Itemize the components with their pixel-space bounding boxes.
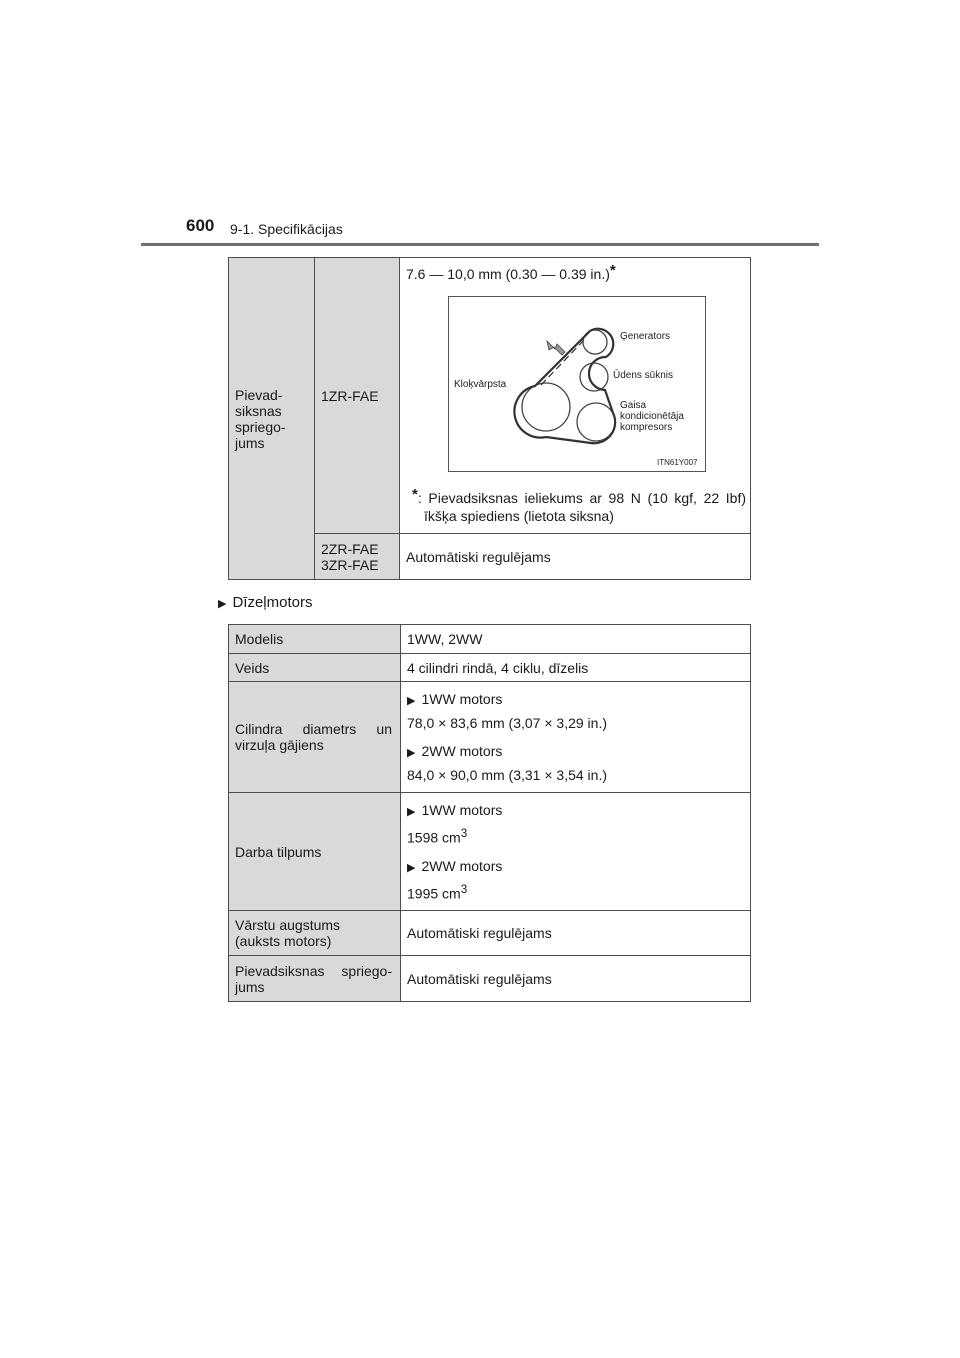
crankshaft-pulley bbox=[522, 383, 570, 431]
press-arrow-icon bbox=[547, 341, 565, 355]
disp-2ww-title-text: 2WW motors bbox=[421, 857, 503, 874]
diesel-belt-label-line: Pievadsiksnas spriego- bbox=[235, 962, 392, 979]
header-rule bbox=[141, 243, 819, 246]
bore-2ww-title-text: 2WW motors bbox=[421, 743, 503, 759]
belt-label-line: Pievad- bbox=[235, 386, 283, 403]
drive-belt bbox=[514, 329, 615, 444]
belt-label-line: siksnas bbox=[235, 402, 282, 419]
compressor-label-line: kompresors bbox=[620, 422, 673, 433]
compressor-label-line: Gaisa bbox=[620, 400, 647, 411]
engine-1zr-label: 1ZR-FAE bbox=[315, 258, 400, 534]
belt-deflection-line bbox=[541, 339, 585, 385]
disp-1ww-text: 1598 cm bbox=[407, 829, 461, 846]
valve-clearance-label bbox=[229, 911, 401, 956]
model-label: Modelis bbox=[229, 625, 401, 654]
section-title: 9-1. Specifikācijas bbox=[230, 221, 343, 237]
bore-2ww-title bbox=[407, 740, 750, 764]
triangle-bullet-icon: ▶ bbox=[407, 806, 416, 818]
compressor-label bbox=[620, 400, 684, 433]
compressor-label-line: kondicionētāja bbox=[620, 411, 684, 422]
belt-spec-text: 7.6 — 10,0 mm (0.30 — 0.39 in.) bbox=[406, 266, 610, 282]
bore-label-line: Cilindra diametrs un bbox=[235, 721, 392, 737]
belt-spec-cell bbox=[400, 258, 751, 534]
engine-line: 3ZR-FAE bbox=[321, 556, 379, 573]
diesel-belt-label bbox=[229, 956, 401, 1002]
cube-superscript: 3 bbox=[460, 882, 468, 896]
disp-1ww-value bbox=[407, 823, 750, 849]
footnote-text: : Pievadsiksnas ieliekums ar 98 N (10 kgf, 22 Ibf) īkšķa spiediens (lietota siksna) bbox=[417, 490, 746, 524]
engine-line: 2ZR-FAE bbox=[321, 540, 379, 557]
valve-label-line: (auksts motors) bbox=[235, 933, 332, 950]
belt-label-line: jums bbox=[235, 434, 265, 451]
diesel-spec-table bbox=[228, 624, 751, 1002]
asterisk-mark: * bbox=[609, 262, 616, 279]
model-value: 1WW, 2WW bbox=[401, 625, 751, 654]
footnote-asterisk: * bbox=[412, 486, 418, 503]
cube-superscript: 3 bbox=[460, 827, 468, 840]
bore-stroke-values bbox=[401, 682, 751, 793]
bore-1ww-value: 78,0 × 83,6 mm (3,07 × 3,29 in.) bbox=[407, 715, 608, 731]
disp-1ww-title bbox=[407, 799, 750, 823]
disp-2ww-title bbox=[407, 855, 750, 879]
belt-tension-label bbox=[229, 258, 315, 580]
triangle-bullet-icon: ▶ bbox=[218, 598, 227, 610]
diesel-heading bbox=[218, 594, 313, 611]
auto-adjust-value: Automātiski regulējams bbox=[400, 534, 751, 580]
disp-2ww-text: 1995 cm bbox=[407, 885, 461, 902]
bore-stroke-label bbox=[229, 682, 401, 793]
type-value: 4 cilindri rindā, 4 ciklu, dīzelis bbox=[401, 654, 751, 682]
diagram-code: ITN61Y007 bbox=[657, 458, 698, 467]
belt-footnote bbox=[412, 486, 746, 525]
belt-tension-table bbox=[228, 257, 751, 580]
diesel-belt-label-line: jums bbox=[235, 978, 265, 995]
triangle-bullet-icon: ▶ bbox=[407, 861, 416, 874]
water-pump-label: Ūdens sūknis bbox=[613, 370, 674, 381]
belt-label-line: spriego- bbox=[235, 418, 286, 435]
crankshaft-label: Kloķvārpsta bbox=[454, 379, 507, 390]
bore-2ww-value: 84,0 × 90,0 mm (3,31 × 3,54 in.) bbox=[407, 767, 608, 783]
bore-label-line: virzuļa gājiens bbox=[235, 737, 324, 753]
displacement-values bbox=[401, 793, 751, 911]
engine-2zr-3zr-label bbox=[315, 534, 400, 580]
generator-label: Ģenerators bbox=[620, 331, 671, 342]
bore-1ww-title-text: 1WW motors bbox=[421, 691, 503, 707]
diesel-belt-value: Automātiski regulējams bbox=[401, 956, 751, 1002]
disp-1ww-title-text: 1WW motors bbox=[421, 802, 503, 818]
displacement-label: Darba tilpums bbox=[229, 793, 401, 911]
belt-spec-value bbox=[406, 262, 750, 282]
triangle-bullet-icon: ▶ bbox=[407, 747, 416, 759]
page-number: 600 bbox=[186, 216, 215, 235]
bore-1ww-title bbox=[407, 688, 750, 712]
valve-label-line: Vārstu augstums bbox=[235, 917, 341, 934]
triangle-bullet-icon: ▶ bbox=[407, 695, 416, 707]
diesel-heading-text: Dīzeļmotors bbox=[232, 594, 313, 611]
belt-diagram bbox=[448, 296, 706, 472]
disp-2ww-value bbox=[407, 879, 750, 905]
valve-clearance-value: Automātiski regulējams bbox=[401, 911, 751, 956]
type-label: Veids bbox=[229, 654, 401, 682]
